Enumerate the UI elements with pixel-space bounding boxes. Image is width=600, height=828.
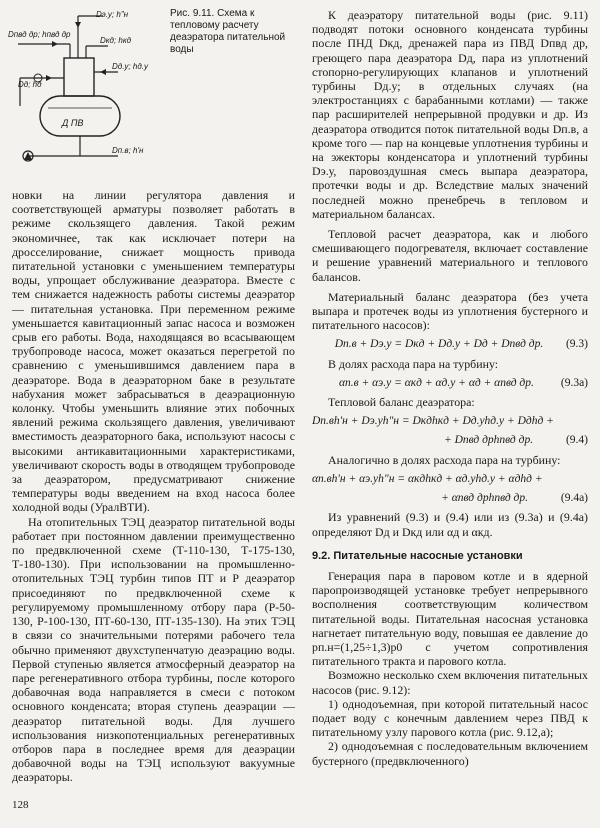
paragraph: 1) однодоъемная, при которой питательный насос подает воду с конечным давлением через ПВД к питательному узлу парового котла (рис. 9.12,а);: [312, 696, 588, 740]
figure-label-d-ey: Dэ.у; h"н: [96, 10, 129, 19]
paragraph: Возможно несколько схем включения питательных насосов (рис. 9.12):: [312, 668, 588, 697]
paragraph: новки на линии регулятора давления и соответствующей арматуры позволяет работать в режиме скользящего давления. Такой режим экономичнее, так как исключает потери на дросселирование, снижает мощность привода питательной установки с уменьшением температуры воды, упрощает обслуживание деаэратора. Вместе с тем снижается надежность работы системы деаэратор — питательная установка. При переменном режиме уменьшается кавитационный запас насоса и возможен срыв его работы. Вода, находящаяся во всасывающем трубопроводе насоса, может оказаться перегретой по сравнению с уменьшившимся давлением пара в деаэраторе. Вода в деаэраторном баке в результате набухания может забрасываться в деаэрационную колонку. Чтобы уменьшить влияние этих побочных явлений режима скользящего давления, увеличивают вместимость деаэраторного бака, используют насосы с высокими антикавитационными характеристиками, увеличивают скорость воды в отводящем трубопроводе за деаэратором, предусматривают снижение температуры воды введением на вход насоса более холодной воды (УралВТИ).: [12, 188, 295, 515]
equation-text: + αпвд дрhпвд др.: [441, 492, 528, 505]
figure-label-d-pv: Д ПВ: [62, 118, 84, 128]
equation-number: (9.4): [565, 434, 588, 447]
equation-number: (9.3а): [560, 376, 588, 389]
equation-number: (9.4а): [560, 492, 588, 505]
paragraph: Генерация пара в паровом котле и в ядерной паропроизводящей установке требует непрерывного восполнения соответствующим количеством питательной воды. Питательная насосная установка нагнетает питательную воду, повышая ее давление до pп.н=(1,25÷1,3)p0 с учетом сопротивления питательного тракта и парового котла.: [312, 568, 588, 669]
equation-9-4a-line1: αп.вh'н + αэ.уh"н = αкдhкд + αд.уhд.у + αдhд +: [312, 472, 543, 485]
page-number: 128: [12, 799, 29, 811]
paragraph: Материальный баланс деаэратора (без учета выпара и протечек воды из уплотнения бустерного и питательного насосов):: [312, 289, 588, 333]
figure-label-d-pvd: Dпвд др; hпвд др: [8, 30, 71, 39]
equation-9-4a-line2: [312, 491, 588, 505]
equation-9-3: [312, 337, 588, 351]
equation-9-4-line1: Dп.вh'н + Dэ.уh"н = Dкдhкд + Dд.уhд.у + Dдhд +: [312, 415, 554, 428]
equation-text: Dп.в + Dэ.у = Dкд + Dд.у + Dд + Dпвд др.: [334, 338, 544, 351]
figure-label-d-pv-out: Dп.в; h'н: [112, 146, 144, 155]
paragraph: 2) однодоъемная с последовательным включением бустерного (предвключенного): [312, 739, 588, 768]
figure-label-d-kd: Dкд; hкд: [100, 36, 132, 45]
equation-text: + Dпвд дрhпвд др.: [443, 434, 534, 447]
figure-label-d-d: Dд; hд: [18, 80, 42, 89]
equation-9-3a: [312, 376, 588, 390]
equation-number: (9.3): [565, 338, 588, 351]
paragraph: На отопительных ТЭЦ деаэратор питательной воды работает при постоянном давлении преимущественно по предвключенной схеме (Т-110-130, Т-175-130, Т-180-130). При использовании на промышленно-отопительных ТЭЦ турбин типов ПТ и Р деаэратор присоединяют по предвключенной схеме к регулируемому промышленному отбору пара (Р-50-130, Р-100-130, ПТ-60-130, ПТ-135-130). На этих ТЭЦ в связи со значительными потерями рабочего тела обычно применяют двухступенчатую деаэрацию воды. Первой ступенью является атмосферный деаэратор на паре регенеративного отбора турбины, после которого добавочная вода направляется в смеси с потоком основного конденсата; вторая ступень деаэрации — деаэратор питательной воды. Для лучшего использования низкопотенциальных регенеративных отборов пара в последнее время для деаэрации добавочной воды на ТЭЦ используют вакуумные деаэраторы.: [12, 514, 295, 785]
equation-text: αп.в + αэ.у = αкд + αд.у + αд + αпвд др.: [338, 376, 534, 389]
paragraph: Аналогично в долях расхода пара на турбину:: [328, 452, 561, 467]
section-heading: 9.2. Питательные насосные установки: [312, 549, 523, 562]
paragraph: В долях расхода пара на турбину:: [328, 356, 499, 371]
left-column: [12, 188, 295, 785]
paragraph: К деаэратору питательной воды (рис. 9.11) подводят потоки основного конденсата турбины после ПНД Dкд, дренажей пара из ПВД Dпвд др, греющего пара деаэратора Dд, пара из уплотнений стопорно-регулирующих клапанов и уплотнений турбины Dд.у; в отдельных случаях (на электростанциях с барабанными котлами) — также пар расширителей непрерывной продувки и др. Из деаэратора отводится поток питательной воды Dп.в, а кроме того — пар на концевые уплотнения турбины и на эжекторы конденсатора и уплотнений турбины Dэ.у, паровоздушная смесь выпара деаэратора, протечки воды и др. Вследствие малых значений последней можно пренебречь в тепловом и материальном балансах.: [312, 8, 588, 221]
equation-9-4-line2: [312, 433, 588, 447]
paragraph: Тепловой баланс деаэратора:: [328, 395, 475, 410]
paragraph: Тепловой расчет деаэратора, как и любого смешивающего подогревателя, включает составление и решение уравнений материального и теплового балансов.: [312, 227, 588, 284]
right-column: [312, 8, 588, 768]
figure-label-d-du: Dд.у; hд.у: [112, 62, 148, 71]
paragraph: Из уравнений (9.3) и (9.4) или из (9.3а) и (9.4а) определяют Dд и Dкд или αд и αкд.: [312, 510, 588, 539]
figure-caption: Рис. 9.11. Схема к тепловому расчету деаэратора питательной воды: [170, 8, 286, 55]
